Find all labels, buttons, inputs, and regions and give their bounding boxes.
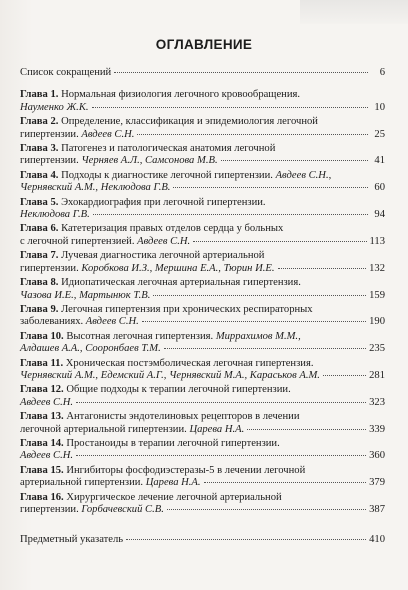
chapter-label: Глава 14. — [20, 437, 64, 449]
toc-entry-chapter-6[interactable] — [20, 223, 385, 248]
chapter-title: Эхокардиография при легочной гипертензии. — [61, 196, 266, 208]
chapter-label: Глава 4. — [20, 169, 59, 181]
toc-page-number: 60 — [374, 182, 385, 194]
chapter-title-cont: заболеваниях. — [20, 316, 86, 328]
chapter-label: Глава 1. — [20, 89, 59, 101]
chapter-authors: Черняев А.Л., Самсонова М.В. — [81, 155, 218, 167]
dot-leader — [153, 294, 366, 296]
chapter-authors: Авдеев С.Н. — [85, 316, 139, 328]
toc-page-number: 132 — [369, 262, 385, 274]
dot-leader — [204, 481, 367, 483]
toc-entry-subject-index[interactable] — [20, 534, 385, 546]
dot-leader — [278, 267, 367, 269]
bleed-through-shadow — [300, 0, 408, 24]
chapter-authors: Чернявский А.М., Неклюдова Г.В. — [20, 182, 171, 194]
toc-entry-chapter-5[interactable] — [20, 197, 385, 222]
chapter-title: Легочная гипертензия при хронических респираторных — [61, 303, 313, 315]
chapter-label: Глава 16. — [20, 491, 64, 503]
chapter-title-cont: легочной артериальной гипертензии. — [20, 423, 190, 435]
toc-entry-chapter-8[interactable] — [20, 277, 385, 302]
dot-leader — [167, 508, 366, 510]
toc-page-number: 410 — [369, 534, 385, 546]
chapter-authors: Горбачевский С.В. — [81, 504, 164, 515]
dot-leader — [76, 401, 366, 403]
chapter-title: Идиопатическая легочная артериальная гипертензия. — [61, 277, 301, 289]
dot-leader — [93, 213, 368, 215]
toc-page-number: 10 — [374, 101, 385, 113]
toc-page-number: 379 — [369, 477, 385, 489]
toc-entry-chapter-14[interactable] — [20, 438, 385, 463]
table-of-contents — [20, 67, 385, 547]
chapter-authors: Царева Н.А. — [145, 477, 201, 489]
chapter-title-cont: гипертензии. — [20, 262, 82, 274]
toc-entry-chapter-15[interactable] — [20, 465, 385, 490]
chapter-title: Хирургическое лечение легочной артериальной — [66, 491, 282, 503]
chapter-authors: Авдеев С.Н. — [137, 235, 191, 247]
chapter-authors: Царева Н.А. — [189, 423, 245, 435]
dot-leader — [142, 320, 366, 322]
chapter-title: Определение, классификация и эпидемиология легочной — [61, 116, 318, 128]
toc-entry-text: Список сокращений — [20, 67, 112, 78]
chapter-label: Глава 12. — [20, 384, 64, 396]
chapter-label: Глава 9. — [20, 303, 59, 315]
dot-leader — [92, 106, 369, 108]
chapter-authors: Науменко Ж.К. — [20, 101, 89, 113]
toc-entry-chapter-1[interactable] — [20, 89, 385, 114]
chapter-title: Лучевая диагностика легочной артериальной — [61, 250, 265, 262]
dot-leader — [76, 454, 366, 456]
toc-page-number: 281 — [369, 369, 385, 381]
chapter-label: Глава 8. — [20, 277, 59, 289]
toc-page-number: 387 — [369, 504, 385, 515]
chapter-title-cont: гипертензии. — [20, 504, 82, 515]
toc-entry-chapter-3[interactable] — [20, 143, 385, 168]
chapter-label: Глава 2. — [20, 116, 59, 128]
toc-entry-chapter-9[interactable] — [20, 304, 385, 329]
chapter-title-cont: артериальной гипертензии. — [20, 477, 146, 489]
toc-entry-chapter-4[interactable] — [20, 170, 385, 195]
chapter-authors: Авдеев С.Н. — [20, 396, 74, 408]
chapter-label: Глава 5. — [20, 196, 59, 208]
page-title: ОГЛАВЛЕНИЕ — [155, 37, 253, 52]
toc-page-number: 113 — [369, 235, 385, 247]
toc-page-number: 94 — [374, 209, 385, 221]
chapter-label: Глава 10. — [20, 330, 64, 342]
chapter-title: Антагонисты эндотелиновых рецепторов в лечении — [66, 411, 300, 423]
dot-leader — [114, 71, 368, 73]
chapter-title: Нормальная физиология легочного кровообращения. — [61, 89, 301, 101]
toc-page-number: 339 — [369, 423, 385, 435]
toc-page-number: 41 — [374, 155, 385, 167]
chapter-authors: Миррахимов М.М., — [215, 330, 301, 342]
toc-entry-chapter-7[interactable] — [20, 250, 385, 275]
toc-entry-abbreviations[interactable] — [20, 67, 385, 79]
chapter-label: Глава 11. — [20, 357, 64, 369]
chapter-title: Ингибиторы фосфодиэстеразы-5 в лечении легочной — [66, 464, 306, 476]
chapter-title-cont: гипертензии. — [20, 155, 82, 167]
chapter-title: Хроническая постэмболическая легочная гипертензия. — [65, 357, 314, 369]
toc-page-number: 159 — [369, 289, 385, 301]
chapter-authors: Чернявский А.М., Едемский А.Г., Чернявский М.А., Караськов А.М. — [20, 369, 320, 381]
dot-leader — [193, 240, 366, 242]
chapter-label: Глава 7. — [20, 250, 59, 262]
chapter-authors: Авдеев С.Н., — [275, 169, 332, 181]
dot-leader — [323, 374, 366, 376]
chapter-label: Глава 3. — [20, 143, 59, 155]
dot-leader — [173, 186, 368, 188]
chapter-title: Патогенез и патологическая анатомия легочной — [61, 143, 276, 155]
dot-leader — [137, 133, 368, 135]
chapter-authors: Алдашев А.А., Сооронбаев Т.М. — [20, 343, 161, 355]
chapter-authors: Неклюдова Г.В. — [20, 209, 90, 221]
dot-leader — [126, 538, 366, 540]
toc-entry-chapter-16[interactable] — [20, 492, 385, 517]
chapter-title-cont: гипертензии. — [20, 128, 82, 140]
chapter-authors: Чазова И.Е., Мартынюк Т.В. — [20, 289, 151, 301]
chapter-label: Глава 6. — [20, 223, 59, 235]
toc-page-number: 190 — [369, 316, 385, 328]
chapter-label: Глава 15. — [20, 464, 64, 476]
toc-page-number: 25 — [374, 128, 385, 140]
dot-leader — [221, 159, 368, 161]
toc-page-number: 360 — [369, 450, 385, 462]
toc-entry-chapter-11[interactable] — [20, 358, 385, 383]
dot-leader — [247, 428, 366, 430]
chapter-title: Общие подходы к терапии легочной гипертензии. — [66, 384, 291, 396]
toc-entry-text: Предметный указатель — [20, 534, 124, 546]
dot-leader — [164, 347, 366, 349]
chapter-title: Катетеризация правых отделов сердца у больных — [61, 223, 284, 235]
chapter-title: Подходы к диагностике легочной гипертензии. — [61, 169, 276, 181]
toc-entry-chapter-10[interactable] — [20, 331, 385, 356]
chapter-title: Простаноиды в терапии легочной гипертензии. — [66, 437, 280, 449]
toc-page-number: 235 — [369, 343, 385, 355]
toc-entry-chapter-13[interactable] — [20, 411, 385, 436]
toc-entry-chapter-12[interactable] — [20, 384, 385, 409]
chapter-authors: Авдеев С.Н. — [81, 128, 135, 140]
toc-page-number: 6 — [379, 67, 385, 78]
chapter-authors: Авдеев С.Н. — [20, 450, 74, 462]
toc-page-number: 323 — [369, 396, 385, 408]
chapter-title-cont: с легочной гипертензией. — [20, 235, 138, 247]
chapter-authors: Коробкова И.З., Мершина Е.А., Тюрин И.Е. — [81, 262, 275, 274]
chapter-title: Высотная легочная гипертензия. — [66, 330, 216, 342]
toc-entry-chapter-2[interactable] — [20, 116, 385, 141]
chapter-label: Глава 13. — [20, 411, 64, 423]
